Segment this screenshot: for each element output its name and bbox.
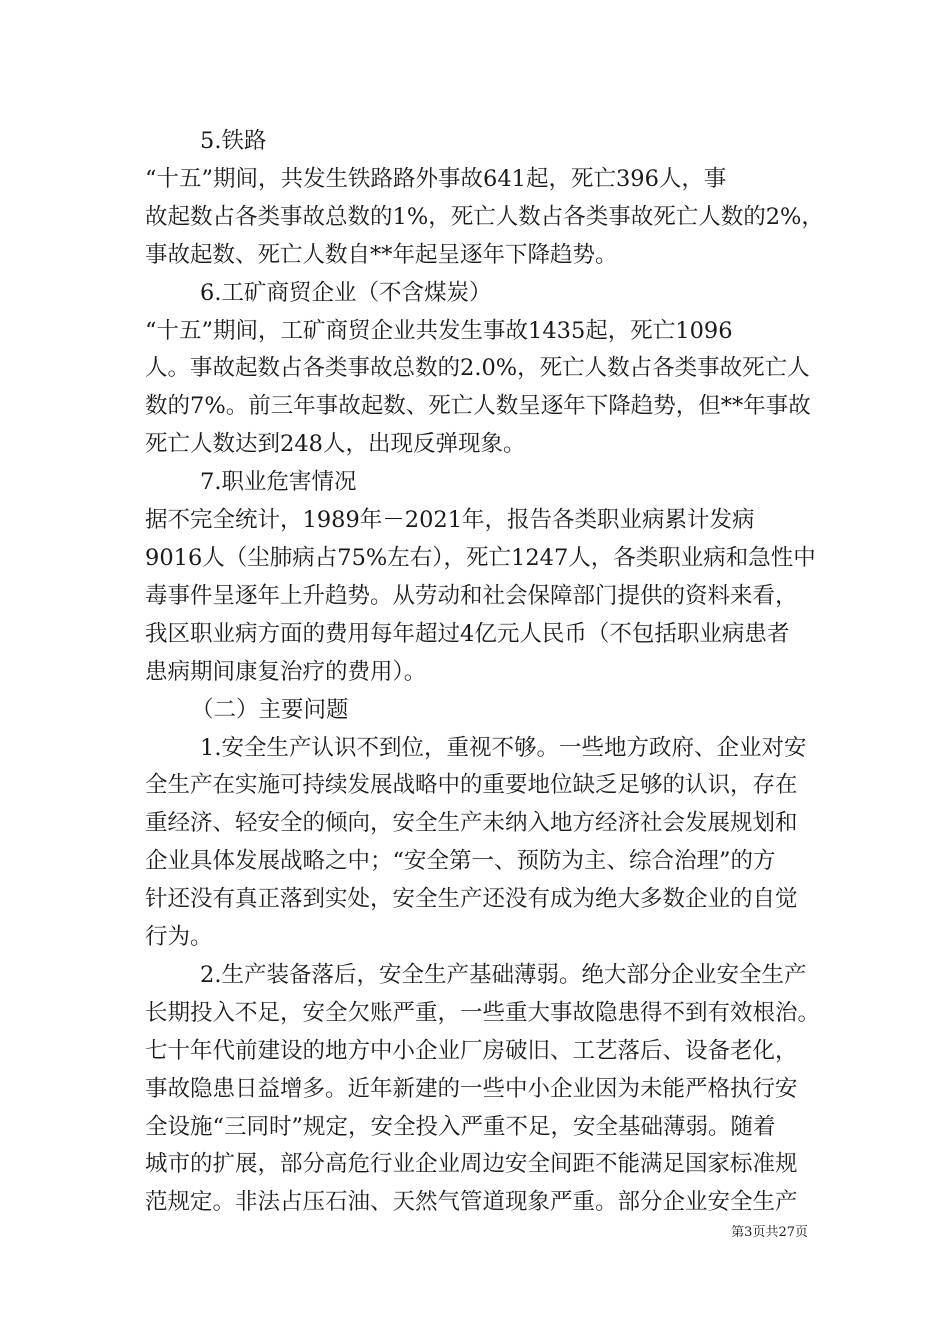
paragraph-line: “十五”期间，工矿商贸企业共发生事故1435起，死亡1096	[145, 317, 733, 344]
paragraph-line: 故起数占各类事故总数的1%，死亡人数占各类事故死亡人数的2%，	[145, 203, 824, 230]
page-number-footer: 第3页共27页	[731, 1225, 808, 1240]
paragraph-line: 2.生产装备落后，安全生产基础薄弱。绝大部分企业安全生产	[200, 961, 807, 988]
paragraph-line: 患病期间康复治疗的费用）。	[145, 658, 427, 685]
heading-main-problems: （二）主要问题	[191, 696, 349, 723]
heading-industry-trade: 6.工矿商贸企业（不含煤炭）	[200, 279, 492, 306]
paragraph-line: 我区职业病方面的费用每年超过4亿元人民币（不包括职业病患者	[145, 620, 790, 647]
paragraph-line: 数的7%。前三年事故起数、死亡人数呈逐年下降趋势，但**年事故	[145, 393, 811, 420]
paragraph-line: 重经济、轻安全的倾向，安全生产未纳入地方经济社会发展规划和	[145, 810, 798, 837]
paragraph-line: 城市的扩展，部分高危行业企业周边安全间距不能满足国家标准规	[145, 1151, 798, 1178]
paragraph-line: “十五”期间，共发生铁路路外事故641起，死亡396人，事	[145, 165, 727, 192]
paragraph-line: 人。事故起数占各类事故总数的2.0%，死亡人数占各类事故死亡人	[145, 355, 810, 382]
heading-occupational-hazards: 7.职业危害情况	[200, 469, 357, 496]
paragraph-line: 七十年代前建设的地方中小企业厂房破旧、工艺落后、设备老化，	[145, 1037, 798, 1064]
paragraph-line: 行为。	[145, 924, 213, 951]
paragraph-line: 全设施“三同时”规定，安全投入严重不足，安全基础薄弱。随着	[145, 1113, 776, 1140]
paragraph-line: 事故隐患日益增多。近年新建的一些中小企业因为未能严格执行安	[145, 1075, 798, 1102]
paragraph-line: 死亡人数达到248人，出现反弹现象。	[145, 431, 526, 458]
paragraph-line: 长期投入不足，安全欠账严重，一些重大事故隐患得不到有效根治。	[145, 999, 821, 1026]
paragraph-line: 范规定。非法占压石油、天然气管道现象严重。部分企业安全生产	[145, 1189, 798, 1216]
paragraph-line: 企业具体发展战略之中；“安全第一、预防为主、综合治理”的方	[145, 848, 776, 875]
paragraph-line: 9016人（尘肺病占75%左右），死亡1247人，各类职业病和急性中	[145, 544, 816, 571]
heading-railway: 5.铁路	[200, 128, 267, 154]
paragraph-line: 据不完全统计，1989年－2021年，报告各类职业病累计发病	[145, 507, 755, 534]
paragraph-line: 全生产在实施可持续发展战略中的重要地位缺乏足够的认识，存在	[145, 772, 798, 799]
body-text	[145, 123, 824, 1222]
paragraph-line: 针还没有真正落到实处，安全生产还没有成为绝大多数企业的自觉	[145, 886, 798, 913]
paragraph-line: 毒事件呈逐年上升趋势。从劳动和社会保障部门提供的资料来看，	[145, 582, 798, 609]
paragraph-line: 事故起数、死亡人数自**年起呈逐年下降趋势。	[145, 241, 618, 268]
paragraph-line: 1.安全生产认识不到位，重视不够。一些地方政府、企业对安	[200, 734, 807, 761]
